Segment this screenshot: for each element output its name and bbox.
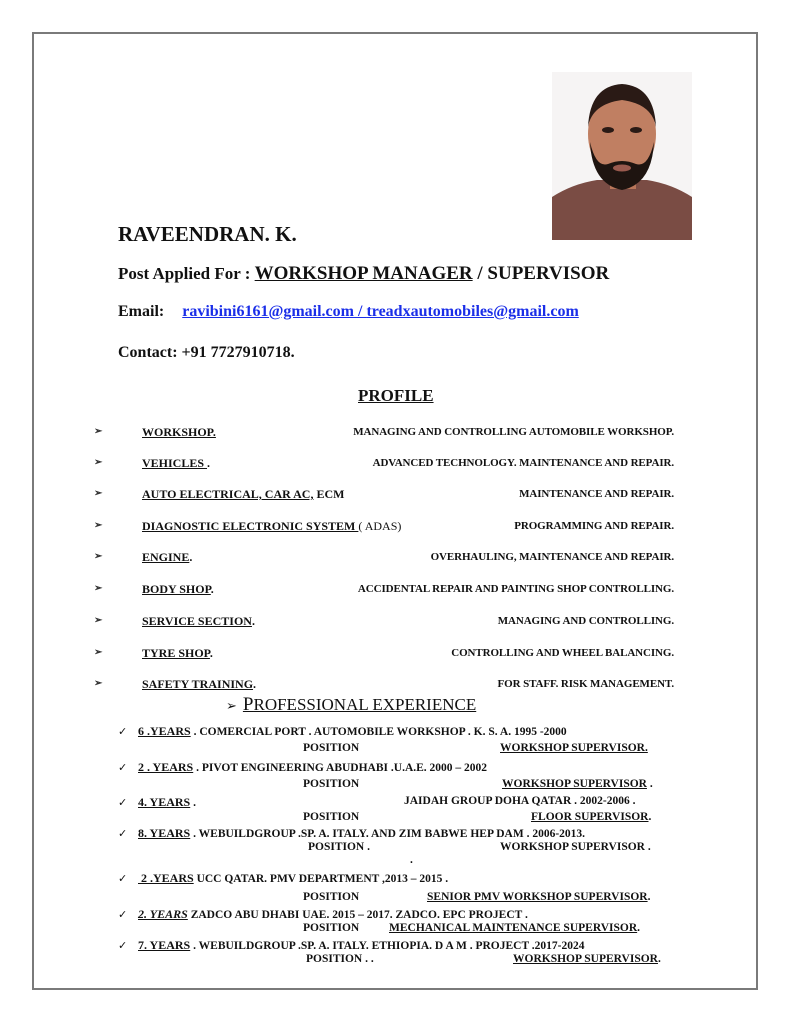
- profile-heading: PROFILE: [358, 386, 434, 405]
- arrow-bullet-icon: ➢: [94, 426, 103, 437]
- experience-entry: ✓ 7. YEARS . WEBUILDGROUP .SP. A. ITALY. ETHIOPIA. D A M . PROJECT .2017-2024: [118, 938, 585, 952]
- position-label: POSITION: [303, 742, 360, 754]
- position-label: POSITION .: [308, 841, 370, 853]
- arrow-bullet-icon: ➢: [94, 647, 103, 658]
- checkmark-icon: ✓: [118, 873, 128, 885]
- post-applied: [118, 263, 609, 285]
- experience-entry: ✓ 8. YEARS . WEBUILDGROUP .SP. A. ITALY. AND ZIM BABWE HEP DAM . 2006-2013.: [118, 826, 586, 840]
- position-label: POSITION: [303, 811, 360, 823]
- profile-item: ➢ VEHICLES . ADVANCED TECHNOLOGY. MAINTENANCE AND REPAIR.: [94, 456, 674, 470]
- position-label: POSITION: [303, 922, 360, 934]
- experience-entry: ✓ 6 .YEARS . COMERCIAL PORT . AUTOMOBILE WORKSHOP . K. S. A. 1995 -2000: [118, 724, 567, 738]
- profile-item: ➢ TYRE SHOP. CONTROLLING AND WHEEL BALANCING.: [94, 646, 674, 660]
- position-title: WORKSHOP SUPERVISOR.: [513, 953, 661, 965]
- profile-item: ➢ AUTO ELECTRICAL, CAR AC, ECM MAINTENANCE AND REPAIR.: [94, 487, 674, 501]
- arrow-bullet-icon: ➢: [94, 551, 103, 562]
- arrow-bullet-icon: ➢: [94, 488, 103, 499]
- experience-heading: ➢ PROFESSIONAL EXPERIENCE: [226, 694, 477, 715]
- position-title: MECHANICAL MAINTENANCE SUPERVISOR.: [389, 922, 641, 934]
- checkmark-icon: ✓: [118, 940, 128, 952]
- profile-item: ➢ SERVICE SECTION. MANAGING AND CONTROLLING.: [94, 614, 674, 628]
- person-portrait-icon: [552, 72, 692, 240]
- email-separator: /: [353, 303, 367, 320]
- experience-entry: ✓ 2. YEARS ZADCO ABU DHABI UAE. 2015 – 2017. ZADCO. EPC PROJECT .: [118, 907, 528, 921]
- checkmark-icon: ✓: [118, 909, 128, 921]
- arrow-bullet-icon: ➢: [94, 520, 103, 531]
- experience-entry: ✓ 2 .YEARS UCC QATAR. PMV DEPARTMENT ,2013 – 2015 .: [118, 871, 449, 885]
- experience-entry: ✓ 4. YEARS .: [118, 795, 196, 809]
- arrow-bullet-icon: ➢: [94, 615, 103, 626]
- email-label: Email:: [118, 303, 165, 320]
- arrow-bullet-icon: ➢: [94, 678, 103, 689]
- checkmark-icon: ✓: [118, 828, 128, 840]
- candidate-name: RAVEENDRAN. K.: [118, 222, 297, 246]
- post-secondary: / SUPERVISOR: [472, 263, 610, 284]
- position-title: WORKSHOP SUPERVISOR .: [500, 841, 651, 853]
- email-link-1[interactable]: ravibini6161@gmail.com: [182, 303, 354, 320]
- arrow-bullet-icon: ➢: [94, 583, 103, 594]
- email-link-2[interactable]: treadxautomobiles@gmail.com: [366, 303, 579, 320]
- position-title: WORKSHOP SUPERVISOR .: [502, 778, 653, 790]
- contact-line: Contact: +91 7727910718.: [118, 344, 295, 361]
- profile-item: ➢ ENGINE. OVERHAULING, MAINTENANCE AND REPAIR.: [94, 550, 674, 564]
- position-label: POSITION: [303, 778, 360, 790]
- post-primary: WORKSHOP MANAGER: [254, 263, 473, 284]
- checkmark-icon: ✓: [118, 762, 128, 774]
- profile-item: ➢ BODY SHOP. ACCIDENTAL REPAIR AND PAINTING SHOP CONTROLLING.: [94, 582, 674, 596]
- position-label: POSITION: [303, 891, 360, 903]
- position-title: SENIOR PMV WORKSHOP SUPERVISOR.: [427, 891, 651, 903]
- stray-dot: .: [410, 854, 413, 866]
- profile-item: ➢ DIAGNOSTIC ELECTRONIC SYSTEM ( ADAS) PROGRAMMING AND REPAIR.: [94, 519, 674, 533]
- position-title: FLOOR SUPERVISOR.: [531, 811, 652, 823]
- checkmark-icon: ✓: [118, 726, 128, 738]
- position-label: POSITION . .: [306, 953, 374, 965]
- profile-item: ➢ WORKSHOP. MANAGING AND CONTROLLING AUTOMOBILE WORKSHOP.: [94, 425, 674, 439]
- profile-item: ➢ SAFETY TRAINING. FOR STAFF. RISK MANAGEMENT.: [94, 677, 674, 691]
- experience-entry: ✓ 2 . YEARS . PIVOT ENGINEERING ABUDHABI .U.A.E. 2000 – 2002: [118, 760, 488, 774]
- post-label: Post Applied For :: [118, 264, 255, 283]
- employer-detail: JAIDAH GROUP DOHA QATAR . 2002-2006 .: [404, 795, 636, 807]
- arrow-bullet-icon: ➢: [226, 698, 237, 713]
- email-line: [118, 303, 579, 321]
- checkmark-icon: ✓: [118, 797, 128, 809]
- position-title: WORKSHOP SUPERVISOR.: [500, 742, 648, 754]
- arrow-bullet-icon: ➢: [94, 457, 103, 468]
- profile-photo: [552, 72, 692, 240]
